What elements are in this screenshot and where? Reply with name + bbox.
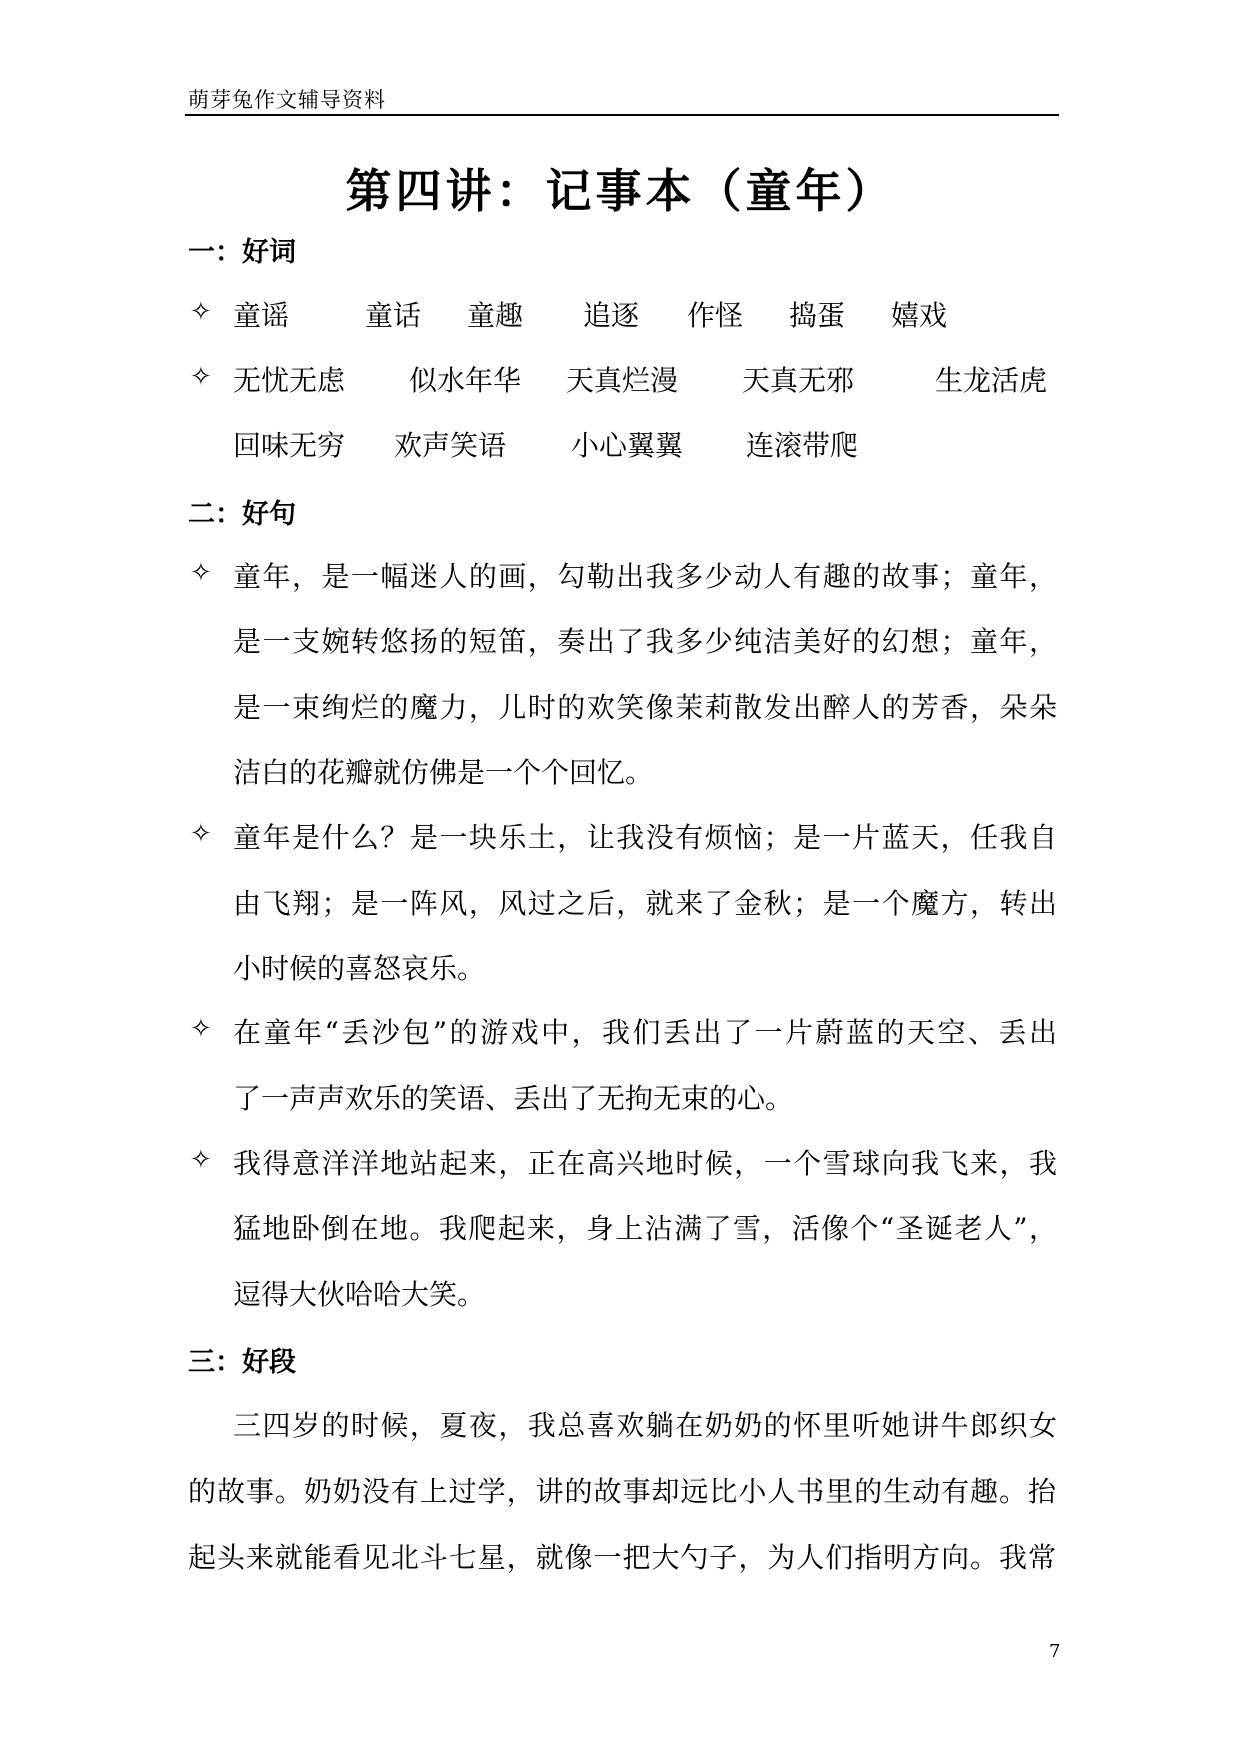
word: 似水年华: [409, 364, 522, 397]
sentence-line: 小时候的喜怒哀乐。: [233, 952, 486, 985]
word: 生龙活虎: [935, 364, 1048, 397]
word: 小心翼翼: [571, 429, 684, 462]
sentence-line: 我得意洋洋地站起来，正在高兴地时候，一个雪球向我飞来，我: [233, 1147, 1057, 1180]
word: 作怪: [687, 299, 744, 332]
word: 无忧无虑: [233, 364, 346, 397]
bullet-icon: ✧: [190, 297, 212, 327]
paragraph-line: 三四岁的时候，夏夜，我总喜欢躺在奶奶的怀里听她讲牛郎织女: [233, 1409, 1057, 1442]
paragraph-line: 起头来就能看见北斗七星，就像一把大勺子，为人们指明方向。我常: [188, 1541, 1056, 1574]
sentence-line: 逗得大伙哈哈大笑。: [233, 1278, 486, 1311]
sentence-line: 是一束绚烂的魔力，儿时的欢笑像茉莉散发出醉人的芳香，朵朵: [233, 691, 1057, 724]
word: 捣蛋: [789, 299, 846, 332]
sentence-line: 猛地卧倒在地。我爬起来，身上沾满了雪，活像个“圣诞老人”，: [233, 1212, 1057, 1245]
word: 童谣: [233, 299, 290, 332]
word: 追逐: [583, 299, 640, 332]
section-heading: 一：好词: [188, 237, 296, 268]
section-heading: 三：好段: [188, 1347, 296, 1378]
bullet-icon: ✧: [190, 1014, 212, 1044]
section-heading: 二：好句: [188, 499, 296, 530]
bullet-icon: ✧: [190, 1145, 212, 1175]
sentence-line: 了一声声欢乐的笑语、丢出了无拘无束的心。: [233, 1082, 794, 1115]
bullet-icon: ✧: [190, 362, 212, 392]
paragraph-line: 的故事。奶奶没有上过学，讲的故事却远比小人书里的生动有趣。抬: [188, 1475, 1056, 1508]
word: 童话: [365, 299, 422, 332]
bullet-icon: ✧: [190, 819, 212, 849]
page-title: 第四讲：记事本（童年）: [345, 164, 896, 218]
word: 天真无邪: [742, 364, 855, 397]
header-rule: [185, 114, 1059, 116]
sentence-line: 童年是什么？是一块乐土，让我没有烦恼；是一片蓝天，任我自: [233, 821, 1057, 854]
sentence-line: 童年，是一幅迷人的画，勾勒出我多少动人有趣的故事；童年，: [233, 560, 1057, 593]
header-title: 萌芽兔作文辅导资料: [188, 88, 386, 112]
sentence-line: 洁白的花瓣就仿佛是一个个回忆。: [233, 756, 654, 789]
word: 欢声笑语: [394, 429, 507, 462]
word: 嬉戏: [891, 299, 948, 332]
word: 天真烂漫: [566, 364, 679, 397]
word: 童趣: [467, 299, 524, 332]
sentence-line: 是一支婉转悠扬的短笛，奏出了我多少纯洁美好的幻想；童年，: [233, 625, 1057, 658]
page-number: 7: [1049, 1641, 1061, 1662]
sentence-line: 由飞翔；是一阵风，风过之后，就来了金秋；是一个魔方，转出: [233, 887, 1057, 920]
word: 回味无穷: [233, 429, 346, 462]
sentence-line: 在童年“丢沙包”的游戏中，我们丢出了一片蔚蓝的天空、丢出: [233, 1016, 1057, 1049]
word: 连滚带爬: [746, 429, 859, 462]
bullet-icon: ✧: [190, 558, 212, 588]
